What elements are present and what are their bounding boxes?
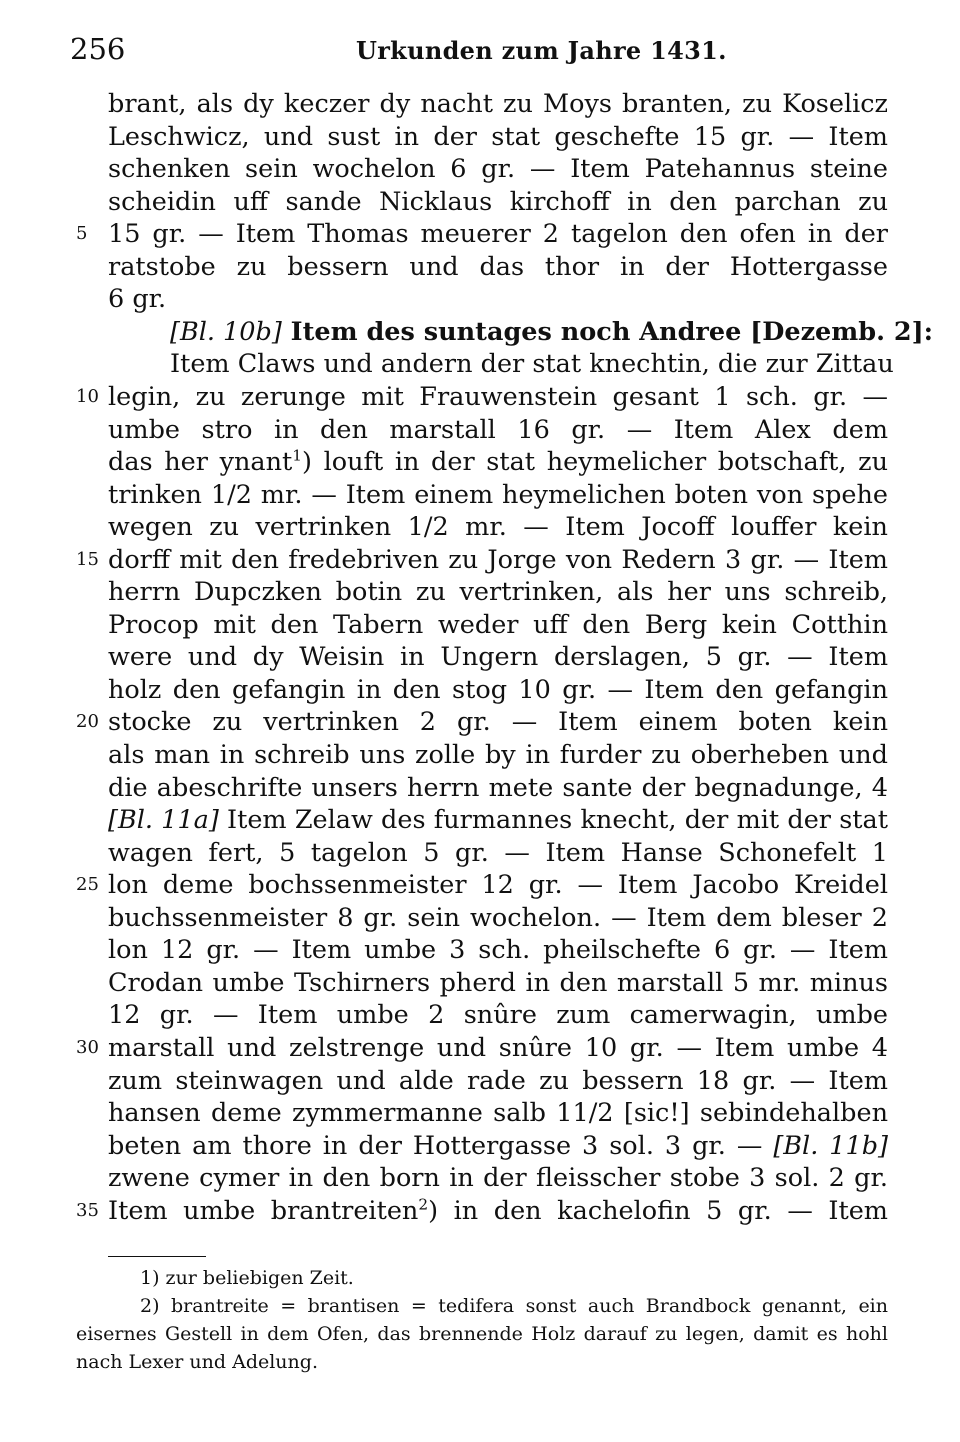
text-line — [108, 446, 888, 478]
text-line: lon 12 gr. — Item umbe 3 sch. pheilschefte 6 gr. — Item — [108, 935, 888, 965]
text-segment: Item umbe brantreiten — [108, 1196, 419, 1226]
line-number: 30 — [76, 1037, 99, 1058]
text-segment: mr. — Item Jocoff louffer kein — [465, 512, 888, 542]
text-segment: wegen zu vertrinken — [108, 512, 408, 542]
page-number: 256 — [70, 32, 126, 66]
text-segment: trinken — [108, 480, 211, 510]
text-line: Leschwicz, und sust in der stat geschefte 15 gr. — Item — [108, 122, 888, 152]
text-line: 6 gr. — [108, 284, 167, 314]
text-line: were und dy Weisin in Ungern derslagen, 5 gr. — Item — [108, 642, 888, 672]
text-line: scheidin uff sande Nicklaus kirchoff in den parchan zu — [108, 187, 888, 217]
text-line — [108, 1195, 888, 1227]
text-line — [108, 804, 888, 836]
text-segment: Item Zelaw des furmannes knecht, der mit der stat — [218, 805, 888, 835]
footnote-1 — [140, 1264, 888, 1292]
text-line: zum steinwagen und alde rade zu bessern 18 gr. — Item — [108, 1066, 888, 1096]
footnote-2-line-2: eisernes Gestell in dem Ofen, das brennende Holz darauf zu legen, damit es hohl — [76, 1323, 888, 1345]
text-line: als man in schreib uns zolle by in furder zu oberheben und — [108, 740, 888, 770]
footnote-2-line-1 — [140, 1292, 888, 1320]
fraction: 1/2 — [210, 480, 252, 510]
text-line — [108, 1130, 888, 1162]
footnote-2-mark: 2) — [140, 1295, 160, 1317]
text-segment: [sic!] sebindehalben — [623, 1098, 888, 1128]
text-segment: mr. — Item einem heymelichen boten von spehe — [251, 480, 888, 510]
footnote-rule — [108, 1256, 206, 1257]
text-line: holz den gefangin in den stog 10 gr. — Item den gefangin — [108, 675, 888, 705]
text-segment: ) louft in der stat heymelicher botschaft, zu — [302, 447, 888, 477]
line-number: 20 — [76, 711, 99, 732]
footnote-reference: 1 — [292, 446, 303, 465]
folio-marker: [Bl. 11a] — [108, 805, 219, 835]
fraction: 1/2 — [407, 512, 449, 542]
folio-marker: [Bl. 10b] — [170, 317, 282, 347]
text-line: schenken sein wochelon 6 gr. — Item Patehannus steine — [108, 154, 888, 184]
page-header — [0, 30, 960, 70]
text-segment: beten am thore in der Hottergasse 3 sol. 3 gr. — — [108, 1131, 774, 1161]
text-line: ratstobe zu bessern und das thor in der Hottergasse — [108, 252, 888, 282]
section-heading: Item des suntages noch Andree [Dezemb. 2]: — [281, 317, 934, 347]
text-line: buchssenmeister 8 gr. sein wochelon. — Item dem bleser 2 — [108, 903, 888, 933]
fraction: 1/2 — [572, 1098, 614, 1128]
footnote-1-text: zur beliebigen Zeit. — [159, 1267, 354, 1289]
text-line: Crodan umbe Tschirners pherd in den marstall 5 mr. minus — [108, 968, 888, 998]
footnote-2-text: brantreite = brantisen = tedifera sonst auch Brandbock genannt, ein — [159, 1295, 888, 1317]
line-number: 5 — [76, 223, 88, 244]
text-line — [170, 316, 934, 348]
text-line: wagen fert, 5 tagelon 5 gr. — Item Hanse Schonefelt 1 — [108, 838, 888, 868]
folio-marker: [Bl. 11b] — [773, 1131, 888, 1161]
line-number: 15 — [76, 549, 99, 570]
text-line: legin, zu zerunge mit Frauwenstein gesant 1 sch. gr. — — [108, 382, 888, 412]
text-line: umbe stro in den marstall 16 gr. — Item Alex dem — [108, 415, 888, 445]
line-number: 10 — [76, 386, 99, 407]
footnote-reference: 2 — [418, 1195, 429, 1214]
line-number: 25 — [76, 874, 99, 895]
text-line: brant, als dy keczer dy nacht zu Moys branten, zu Koselicz — [108, 89, 888, 119]
text-line: lon deme bochssenmeister 12 gr. — Item Jacobo Kreidel — [108, 870, 888, 900]
running-title: Urkunden zum Jahre 1431. — [356, 36, 727, 65]
line-number: 35 — [76, 1200, 99, 1221]
text-line: die abeschrifte unsers herrn mete sante der begnadunge, 4 — [108, 773, 888, 803]
text-line: Procop mit den Tabern weder uff den Berg kein Cotthin — [108, 610, 888, 640]
text-line: marstall und zelstrenge und snûre 10 gr. — Item umbe 4 — [108, 1033, 888, 1063]
text-segment: das her ynant — [108, 447, 293, 477]
text-line — [108, 1097, 888, 1129]
text-line: Item Claws und andern der stat knechtin, die zur Zittau — [170, 349, 894, 379]
text-line: 12 gr. — Item umbe 2 snûre zum camerwagin, umbe — [108, 1000, 888, 1030]
text-line: stocke zu vertrinken 2 gr. — Item einem boten kein — [108, 707, 888, 737]
text-line — [108, 511, 888, 543]
text-line — [108, 479, 888, 511]
footnote-1-mark: 1) — [140, 1267, 160, 1289]
footnote-2-line-3: nach Lexer und Adelung. — [76, 1351, 318, 1373]
text-line: dorff mit den fredebriven zu Jorge von Redern 3 gr. — Item — [108, 545, 888, 575]
text-line: herrn Dupczken botin zu vertrinken, als her uns schreib, — [108, 577, 888, 607]
text-segment: hansen deme zymmermanne salb 1 — [108, 1098, 573, 1128]
text-segment: ) in den kachelofin 5 gr. — Item — [428, 1196, 888, 1226]
text-line: zwene cymer in den born in der fleisscher stobe 3 sol. 2 gr. — [108, 1163, 888, 1193]
text-line: 15 gr. — Item Thomas meuerer 2 tagelon den ofen in der — [108, 219, 888, 249]
